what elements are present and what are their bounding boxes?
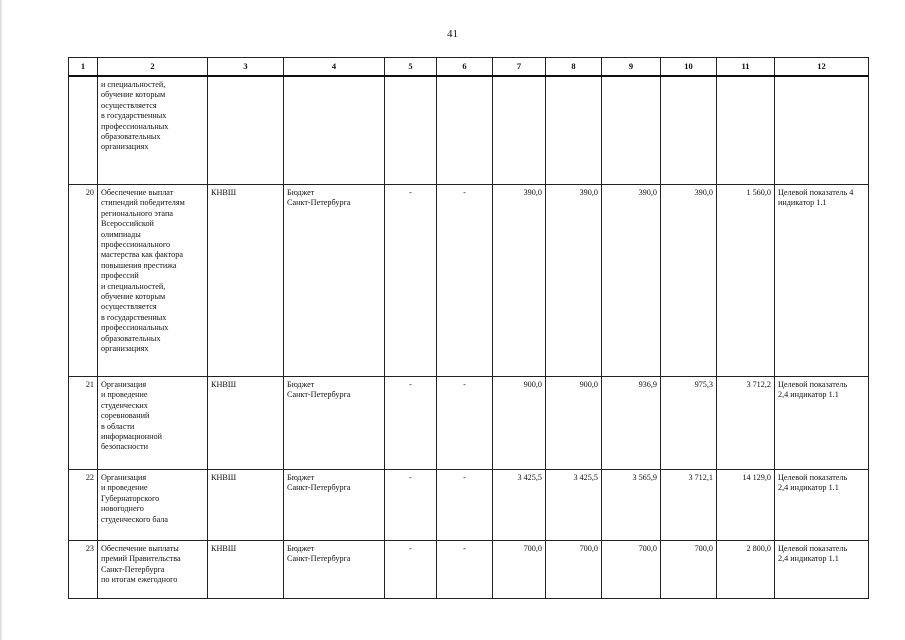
cell-description: Организация и проведение Губернаторского новогоднего студенческого бала (98, 470, 208, 541)
table-row-continuation (69, 76, 869, 185)
cell-c11: 14 129,0 (717, 470, 775, 541)
header-col-8: 8 (546, 58, 602, 77)
cell-executor: КНВШ (208, 470, 284, 541)
cell-c10 (661, 76, 717, 185)
cell-c7 (493, 76, 546, 185)
header-col-11: 11 (717, 58, 775, 77)
cell-c7: 390,0 (493, 185, 546, 377)
program-table (68, 57, 869, 599)
cell-c7: 3 425,5 (493, 470, 546, 541)
cell-indicator: Целевой показатель 2,4 индикатор 1.1 (775, 541, 869, 599)
table-row (69, 470, 869, 541)
cell-source: Бюджет Санкт-Петербурга (284, 470, 385, 541)
cell-c10: 700,0 (661, 541, 717, 599)
cell-indicator: Целевой показатель 2,4 индикатор 1.1 (775, 377, 869, 470)
cell-c8: 900,0 (546, 377, 602, 470)
cell-c10: 3 712,1 (661, 470, 717, 541)
cell-executor: КНВШ (208, 541, 284, 599)
cell-c11: 3 712,2 (717, 377, 775, 470)
cell-no: 22 (69, 470, 98, 541)
cell-indicator: Целевой показатель 2,4 индикатор 1.1 (775, 470, 869, 541)
cell-c5: - (385, 185, 437, 377)
header-col-3: 3 (208, 58, 284, 77)
cell-c9: 700,0 (602, 541, 661, 599)
cell-c6: - (437, 541, 493, 599)
cell-source: Бюджет Санкт-Петербурга (284, 541, 385, 599)
header-col-7: 7 (493, 58, 546, 77)
cell-c8: 700,0 (546, 541, 602, 599)
cell-c10: 390,0 (661, 185, 717, 377)
cell-c9: 390,0 (602, 185, 661, 377)
cell-description: Организация и проведение студенческих соревнований в области информационной безопасности (98, 377, 208, 470)
header-col-5: 5 (385, 58, 437, 77)
cell-c8: 390,0 (546, 185, 602, 377)
cell-c11: 1 560,0 (717, 185, 775, 377)
cell-no: 23 (69, 541, 98, 599)
cell-indicator (775, 76, 869, 185)
cell-description: и специальностей, обучение которым осуществляется в государственных профессиональных образовательных организациях (98, 76, 208, 185)
header-col-10: 10 (661, 58, 717, 77)
header-col-4: 4 (284, 58, 385, 77)
cell-no: 21 (69, 377, 98, 470)
cell-source: Бюджет Санкт-Петербурга (284, 185, 385, 377)
cell-c7: 900,0 (493, 377, 546, 470)
page-number: 41 (447, 28, 458, 40)
cell-c11: 2 800,0 (717, 541, 775, 599)
header-row (69, 58, 869, 77)
table-row (69, 185, 869, 377)
scan-edge-shadow (0, 0, 3, 640)
table-row (69, 377, 869, 470)
cell-c5: - (385, 377, 437, 470)
cell-executor: КНВШ (208, 377, 284, 470)
cell-c5 (385, 76, 437, 185)
cell-no (69, 76, 98, 185)
cell-description: Обеспечение выплаты премий Правительства Санкт-Петербурга по итогам ежегодного (98, 541, 208, 599)
cell-indicator: Целевой показатель 4 индикатор 1.1 (775, 185, 869, 377)
cell-c9: 3 565,9 (602, 470, 661, 541)
table-row (69, 541, 869, 599)
cell-c9: 936,9 (602, 377, 661, 470)
cell-c8 (546, 76, 602, 185)
cell-no: 20 (69, 185, 98, 377)
cell-c7: 700,0 (493, 541, 546, 599)
cell-c6: - (437, 377, 493, 470)
header-col-6: 6 (437, 58, 493, 77)
cell-c5: - (385, 541, 437, 599)
cell-c11 (717, 76, 775, 185)
cell-c8: 3 425,5 (546, 470, 602, 541)
cell-source (284, 76, 385, 185)
header-col-1: 1 (69, 58, 98, 77)
cell-c5: - (385, 470, 437, 541)
cell-description: Обеспечение выплат стипендий победителям регионального этапа Всероссийской олимпиады профессионального мастерства как фактора повышения престижа профессий и специальностей, обучение которым осуществляется в государственных профессиональных образовательных организациях (98, 185, 208, 377)
header-col-9: 9 (602, 58, 661, 77)
cell-c10: 975,3 (661, 377, 717, 470)
cell-c6: - (437, 470, 493, 541)
cell-c6 (437, 76, 493, 185)
header-col-12: 12 (775, 58, 869, 77)
cell-source: Бюджет Санкт-Петербурга (284, 377, 385, 470)
cell-executor (208, 76, 284, 185)
cell-executor: КНВШ (208, 185, 284, 377)
header-col-2: 2 (98, 58, 208, 77)
cell-c9 (602, 76, 661, 185)
cell-c6: - (437, 185, 493, 377)
